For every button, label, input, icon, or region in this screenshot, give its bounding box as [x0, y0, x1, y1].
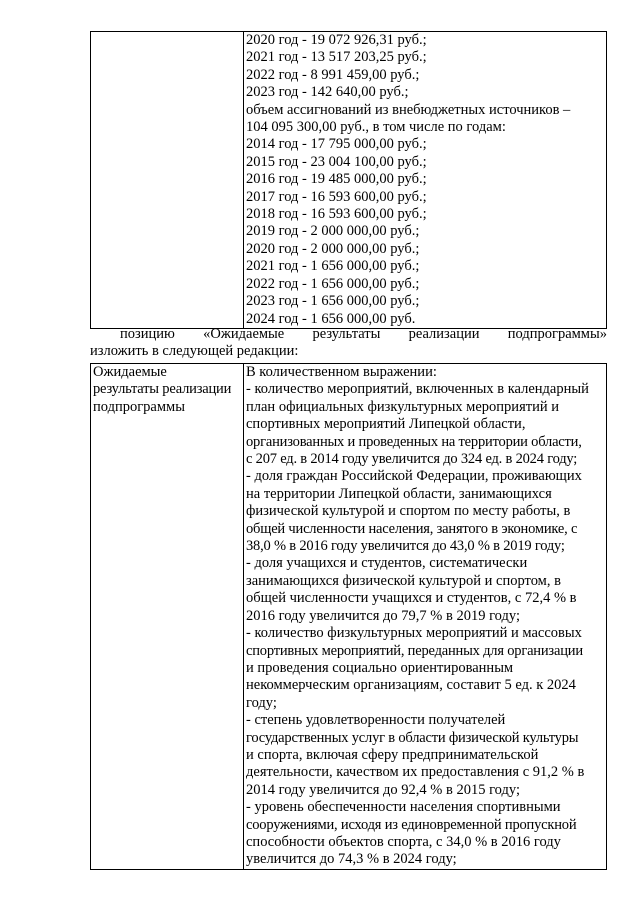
text-line: 2017 год - 16 593 600,00 руб.;: [246, 188, 427, 205]
word: позицию: [120, 326, 175, 342]
text-line: 2016 год - 19 485 000,00 руб.;: [246, 171, 427, 188]
text-line: 38,0 % в 2016 году увеличится до 43,0 % в 2019 году;: [246, 538, 565, 555]
text-line: 2024 год - 1 656 000,00 руб.: [246, 310, 416, 327]
text-line: 2021 год - 1 656 000,00 руб.;: [246, 258, 420, 275]
word: подпрограммы»: [507, 326, 607, 342]
text-line: 2015 год - 23 004 100,00 руб.;: [246, 153, 427, 170]
text-line: некоммерческим организациям, составит 5 ед. к 2024: [246, 677, 576, 694]
text-line: сооружениями, исходя из единовременной пропускной: [246, 816, 577, 833]
text-line: - количество мероприятий, включенных в календарный: [246, 381, 589, 398]
header-line: результаты реализации: [93, 381, 232, 398]
text-line: общей численности учащихся и студентов, с 72,4 % в: [246, 590, 577, 607]
text-line: и проведения социально ориентированным: [246, 659, 514, 676]
text-line: спортивных мероприятий, переданных для организации: [246, 642, 583, 659]
text-line: объем ассигнований из внебюджетных источников –: [246, 101, 571, 118]
text-line: В количественном выражении:: [246, 364, 437, 380]
text-line: с 207 ед. в 2014 году увеличится до 324 ед. в 2024 году;: [246, 451, 578, 468]
text-line: - степень удовлетворенности получателей: [246, 712, 506, 729]
paragraph-line-1: [90, 326, 607, 343]
text-line: 2023 год - 142 640,00 руб.;: [246, 84, 409, 101]
text-line: 104 095 300,00 руб., в том числе по годам:: [246, 119, 506, 136]
text-line: году;: [246, 694, 277, 711]
word: «Ожидаемые: [203, 326, 285, 342]
word: результаты: [312, 326, 381, 342]
text-line: 2018 год - 16 593 600,00 руб.;: [246, 206, 427, 223]
text-line: спортивных мероприятий Липецкой области,: [246, 416, 526, 433]
text-line: увеличится до 74,3 % в 2024 году;: [246, 851, 457, 868]
text-line: 2014 год - 17 795 000,00 руб.;: [246, 136, 427, 153]
text-line: способности объектов спорта, с 34,0 % в 2016 году: [246, 833, 561, 850]
text-line: - количество физкультурных мероприятий и массовых: [246, 625, 582, 642]
text-line: 2014 году увеличится до 92,4 % в 2015 году;: [246, 781, 520, 798]
text-line: 2021 год - 13 517 203,25 руб.;: [246, 49, 427, 66]
instruction-paragraph: [90, 326, 607, 361]
results-text-cell: [244, 364, 607, 870]
text-line: организованных и проведенных на территории области,: [246, 433, 582, 450]
text-line: общей численности населения, занятого в экономике, с: [246, 520, 578, 537]
text-line: план официальных физкультурных мероприятий и: [246, 398, 559, 415]
text-line: - уровень обеспеченности населения спортивными: [246, 799, 561, 816]
text-line: 2020 год - 2 000 000,00 руб.;: [246, 240, 420, 257]
table-row: [91, 32, 607, 329]
text-line: на территории Липецкой области, занимающихся: [246, 485, 552, 502]
expected-results-table: [90, 363, 607, 870]
funding-table: [90, 31, 607, 329]
paragraph-line-2: изложить в следующей редакции:: [90, 343, 299, 360]
text-line: 2023 год - 1 656 000,00 руб.;: [246, 293, 420, 310]
table-row: [91, 364, 607, 870]
text-line: деятельности, качеством их предоставления с 91,2 % в: [246, 764, 585, 781]
text-line: физической культурой и спортом по месту работы, в: [246, 503, 571, 520]
text-line: - доля граждан Российской Федерации, проживающих: [246, 468, 582, 485]
text-line: 2022 год - 1 656 000,00 руб.;: [246, 275, 420, 292]
text-line: занимающихся физической культурой и спортом, в: [246, 572, 561, 589]
funding-text-cell: [244, 32, 607, 329]
text-line: и спорта, включая сферу предпринимательской: [246, 746, 539, 763]
text-line: государственных услуг в области физической культуры: [246, 729, 579, 746]
header-line: подпрограммы: [93, 398, 185, 415]
text-line: 2020 год - 19 072 926,31 руб.;: [246, 32, 427, 48]
text-line: 2022 год - 8 991 459,00 руб.;: [246, 66, 420, 83]
left-cell: [91, 32, 244, 329]
text-line: 2016 году увеличится до 79,7 % в 2019 году;: [246, 607, 520, 624]
text-line: 2019 год - 2 000 000,00 руб.;: [246, 223, 420, 240]
row-header-cell: [91, 364, 244, 870]
header-line: Ожидаемые: [93, 364, 167, 380]
text-line: - доля учащихся и студентов, систематически: [246, 555, 528, 572]
word: реализации: [408, 326, 480, 342]
